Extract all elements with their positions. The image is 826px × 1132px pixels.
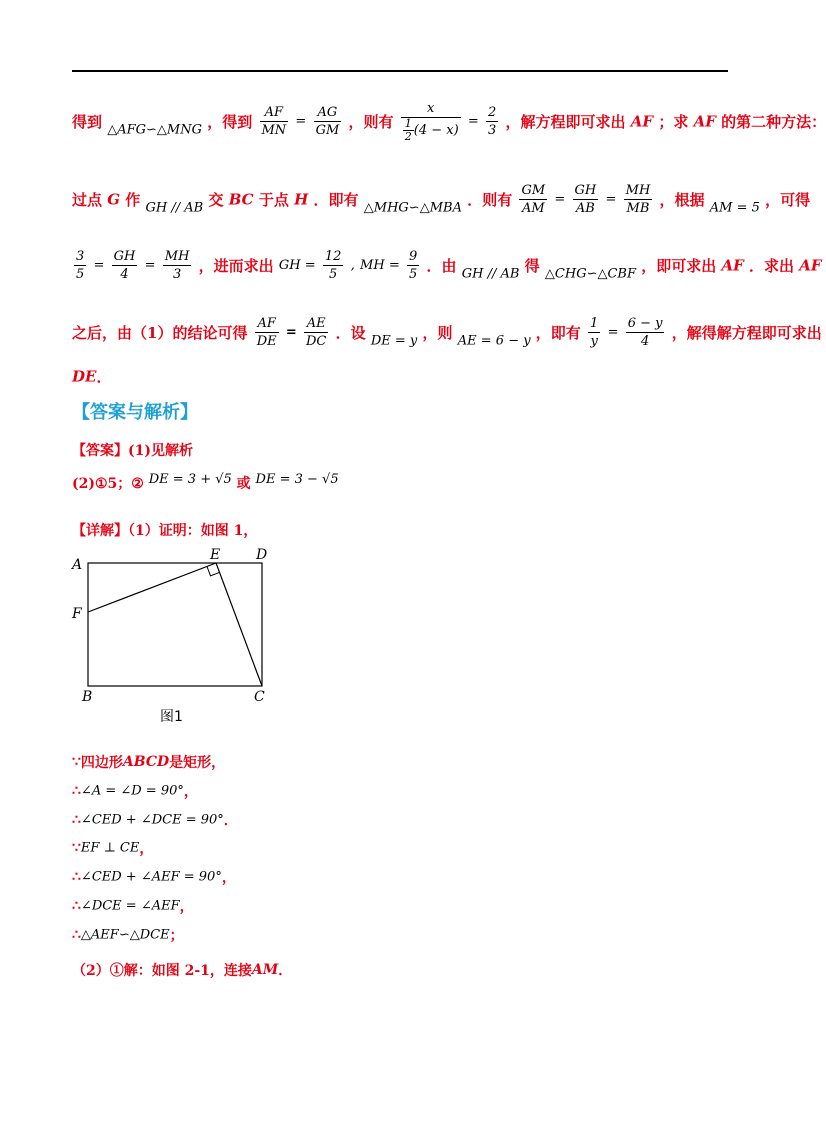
fraction: $\frac{12}{5}$ bbox=[324, 249, 342, 282]
text: 之后，由（1）的结论可得 bbox=[72, 324, 248, 342]
text: 是矩形， bbox=[169, 755, 226, 771]
math-red: AF bbox=[630, 112, 654, 131]
text: ，则 bbox=[422, 324, 453, 342]
math-answer: DE = 3 + √5 bbox=[148, 472, 232, 487]
fraction: $\frac{GM}{AM}$ bbox=[521, 183, 546, 216]
text: 于点 bbox=[258, 191, 289, 209]
segment-ec bbox=[216, 563, 262, 686]
text: ． bbox=[96, 368, 112, 386]
text: ．设 bbox=[335, 324, 366, 342]
proof-line bbox=[72, 810, 238, 830]
text: 交 bbox=[208, 191, 224, 209]
math-expression: ∠CED + ∠AEF = 90° bbox=[80, 869, 222, 885]
answer-part1: (1)见解析 bbox=[128, 443, 193, 459]
text: ． bbox=[278, 963, 293, 979]
header-rule bbox=[72, 70, 728, 72]
figure-caption: 图1 bbox=[160, 709, 183, 725]
logic-symbol: ∴ bbox=[72, 927, 81, 943]
analysis-line-2 bbox=[72, 182, 810, 217]
logic-symbol: ∵ bbox=[72, 754, 81, 770]
equals: = bbox=[605, 192, 617, 207]
section-heading: 【答案与解析】 bbox=[72, 402, 198, 423]
text: ， bbox=[183, 784, 198, 800]
fraction: $\frac{GH}{AB}$ bbox=[574, 183, 597, 216]
text: ．则有 bbox=[467, 191, 513, 209]
text: ．即有 bbox=[313, 191, 359, 209]
text: ，得到 bbox=[207, 113, 253, 131]
text: ，解得解方程即可求出 bbox=[671, 324, 822, 342]
text: ． bbox=[223, 813, 238, 829]
text: 作 bbox=[125, 191, 141, 209]
fraction: $\frac{2}{3}$ bbox=[488, 105, 497, 138]
text: ，即可求出 bbox=[641, 257, 717, 275]
label-c: C bbox=[254, 689, 265, 705]
math-expression: ∠CED + ∠DCE = 90° bbox=[80, 812, 224, 828]
equals: = bbox=[554, 192, 566, 207]
fraction: $\frac{AG}{GM}$ bbox=[315, 105, 340, 138]
math-equation: DE = y bbox=[370, 333, 418, 349]
equals: = bbox=[295, 114, 307, 129]
proof-line bbox=[72, 896, 194, 916]
text: ，则有 bbox=[348, 113, 394, 131]
text: ； bbox=[169, 928, 184, 944]
proof-line bbox=[72, 867, 236, 887]
math-expression: ∠DCE = ∠AEF bbox=[80, 898, 180, 914]
math-similar: △AFG∽△MNG bbox=[107, 122, 203, 138]
math-expression: EF ⊥ CE bbox=[80, 840, 140, 856]
equals: = bbox=[93, 258, 105, 273]
math-red: BC bbox=[228, 190, 254, 209]
text: ．由 bbox=[426, 257, 457, 275]
detail-text: （1）证明：如图 1， bbox=[128, 523, 258, 539]
math-answer: DE = 3 − √5 bbox=[255, 472, 339, 487]
fraction: $\frac{6 - y}{4}$ bbox=[627, 316, 663, 349]
logic-symbol: ∴ bbox=[72, 869, 81, 885]
math-red: G bbox=[107, 190, 121, 209]
proof-line bbox=[72, 752, 225, 772]
label-d: D bbox=[256, 547, 268, 563]
fraction: $\frac{3}{5}$ bbox=[76, 249, 85, 282]
label-e: E bbox=[210, 547, 221, 563]
text: 或 bbox=[236, 476, 251, 492]
analysis-line-3: $\frac{3}{5}$ = $\frac{GH}{4}$ = $\frac{MH}{3}$ ，进而求出 GH = $\frac{12}{5}$ , MH = $\frac{9}{5}$ ．由 GH // AB 得 △CHG∽△CBF ，即可求出 AF ．求出 AF bbox=[76, 249, 822, 282]
text: ， bbox=[179, 899, 194, 915]
label-f: F bbox=[72, 606, 82, 622]
math-expression: ∠A = ∠D = 90° bbox=[80, 783, 184, 799]
answer-part2: (2)①5；② bbox=[72, 476, 144, 492]
figure-1 bbox=[68, 545, 288, 725]
math-equation: GH = bbox=[278, 258, 316, 273]
text: ；求 bbox=[658, 113, 689, 131]
answer-label: 【答案】 bbox=[72, 443, 128, 459]
analysis-line-1 bbox=[72, 100, 826, 143]
text: ，可得 bbox=[765, 191, 811, 209]
text: ，进而求出 bbox=[198, 257, 274, 275]
logic-symbol: ∵ bbox=[72, 840, 81, 856]
fraction: $\frac{1}{y}$ bbox=[590, 316, 599, 349]
label-a: A bbox=[72, 557, 83, 573]
math-equation: MH = bbox=[360, 258, 400, 273]
math-red: AF bbox=[799, 256, 822, 275]
fraction: $\frac{AE}{DC}$ bbox=[305, 316, 327, 349]
logic-symbol: ∴ bbox=[72, 783, 81, 799]
rectangle-abcd bbox=[88, 563, 262, 686]
text: ， bbox=[139, 841, 154, 857]
math-expression: ABCD bbox=[122, 754, 170, 770]
math-red: DE bbox=[72, 367, 97, 386]
proof-line bbox=[72, 838, 153, 858]
detail-label: 【详解】 bbox=[72, 523, 128, 539]
math-similar: △MHG∽△MBA bbox=[363, 200, 462, 216]
fraction: $\frac{GH}{4}$ bbox=[113, 249, 136, 282]
math-parallel: GH // AB bbox=[461, 266, 520, 282]
math-red: AM bbox=[251, 962, 279, 978]
complex-fraction: x $\frac{1}{2}$ (4 − x) bbox=[401, 100, 461, 143]
math-expression: △AEF∽△DCE bbox=[80, 927, 170, 943]
analysis-line-4 bbox=[72, 315, 822, 350]
text: ，即有 bbox=[535, 324, 581, 342]
math-parallel: GH // AB bbox=[145, 200, 204, 216]
math-equation: AE = 6 − y bbox=[457, 333, 531, 349]
text: 过点 bbox=[72, 191, 103, 209]
math-similar: △CHG∽△CBF bbox=[544, 266, 636, 282]
fraction: $\frac{MH}{3}$ bbox=[164, 249, 190, 282]
equals: = bbox=[607, 325, 619, 340]
text: 四边形 bbox=[80, 755, 123, 771]
fraction: $\frac{AF}{MN}$ bbox=[261, 105, 287, 138]
math-red: AF bbox=[693, 112, 716, 131]
logic-symbol: ∴ bbox=[72, 898, 81, 914]
math-equation: AM = 5 bbox=[709, 200, 760, 216]
segment-fe bbox=[88, 563, 216, 612]
text: ，根据 bbox=[659, 191, 705, 209]
equals: = bbox=[285, 325, 297, 340]
text: 得到 bbox=[72, 113, 103, 131]
detail-line bbox=[72, 520, 257, 540]
text: ， bbox=[221, 870, 236, 886]
fraction: $\frac{AF}{DE}$ bbox=[256, 316, 277, 349]
text: ，解方程即可求出 bbox=[505, 113, 626, 131]
proof-line bbox=[72, 781, 198, 801]
logic-symbol: ∴ bbox=[72, 812, 81, 828]
part2-line bbox=[72, 960, 292, 980]
answer-line-1 bbox=[72, 440, 193, 460]
text: ．求出 bbox=[749, 257, 795, 275]
fraction: $\frac{9}{5}$ bbox=[408, 249, 418, 282]
text: 的第二种方法： bbox=[721, 113, 826, 131]
text: （2）①解：如图 2-1，连接 bbox=[72, 963, 252, 979]
equals: = bbox=[144, 258, 156, 273]
text: 得 bbox=[524, 257, 540, 275]
equals: = bbox=[467, 114, 479, 129]
analysis-line-5 bbox=[72, 366, 111, 387]
math-red: H bbox=[294, 190, 309, 209]
answer-line-2 bbox=[72, 472, 339, 493]
label-b: B bbox=[82, 689, 93, 705]
math-red: AF bbox=[721, 256, 744, 275]
fraction: $\frac{MH}{MB}$ bbox=[625, 183, 651, 216]
proof-line bbox=[72, 925, 184, 945]
